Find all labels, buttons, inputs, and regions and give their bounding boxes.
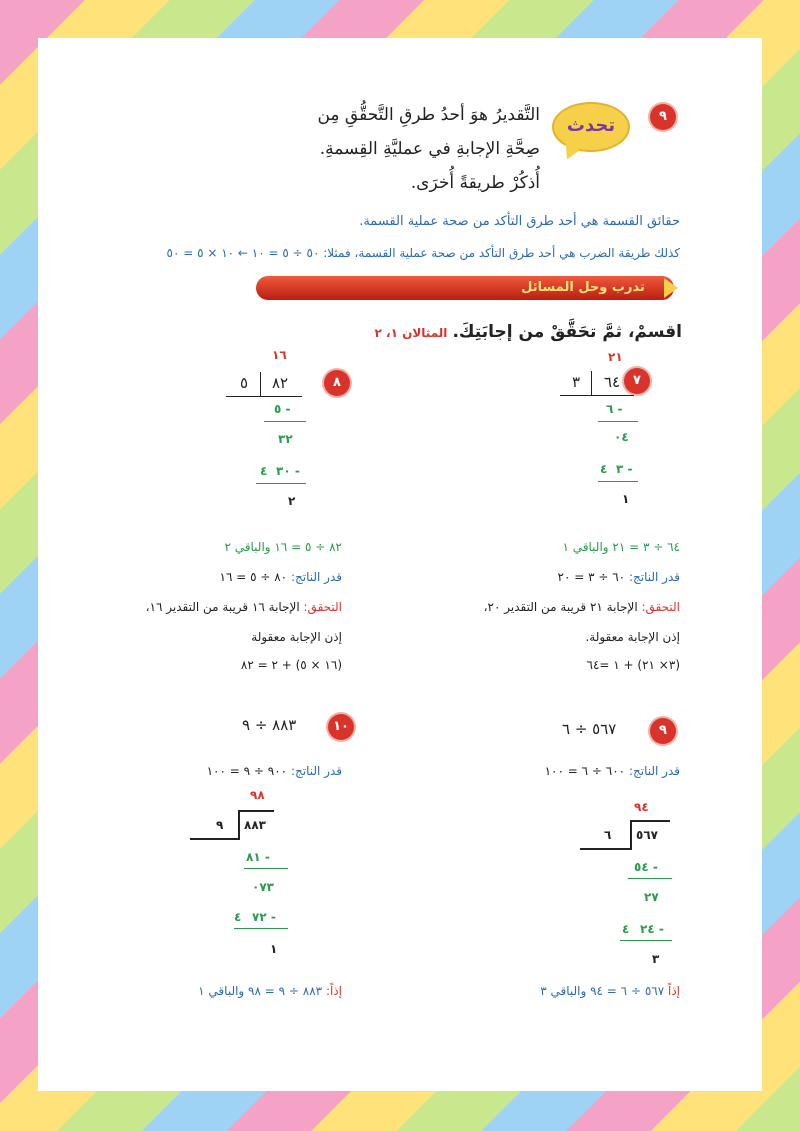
step-line [620, 940, 672, 941]
dividend: ٥٦٧ [636, 828, 658, 842]
talk-bubble-icon [552, 102, 630, 152]
divisor: ٣ [572, 373, 581, 391]
answer-line-1: حقائق القسمة هي أحد طرق التأكد من صحة عملية القسمة. [359, 214, 680, 229]
step-line [244, 868, 288, 869]
step-line [234, 928, 288, 929]
result-line: ٦٤ ÷ ٣ = ٢١ والباقي ١ [562, 540, 680, 554]
worksheet-page [38, 38, 762, 1091]
step: ٣ - [616, 462, 633, 476]
conclusion-text: ٨٨٣ ÷ ٩ = ٩٨ والباقي ١ [198, 984, 323, 998]
estimate-line [220, 570, 342, 584]
check-line-1 [146, 600, 342, 614]
problem-number: ٧ [624, 368, 650, 394]
estimate-line [558, 570, 680, 584]
division-top-bar [630, 820, 670, 822]
check-line-2: إذن الإجابة معقولة. [585, 630, 680, 644]
check-line-2: إذن الإجابة معقولة [251, 630, 342, 644]
remainder: ١ [622, 492, 630, 506]
estimate-value: ٦٠٠ ÷ ٦ = ١٠٠ [544, 764, 626, 778]
step: ٦ - [606, 402, 623, 416]
step: ٢٧ [644, 890, 659, 904]
step-line [628, 878, 672, 879]
step: ٠٤ [614, 430, 629, 444]
estimate-value: ٦٠ ÷ ٣ = ٢٠ [557, 570, 626, 584]
prompt-line-2: صِحَّةِ الإجابةِ في عمليَّةِ القِسمةِ. [319, 139, 540, 159]
question-number: ٩ [650, 104, 676, 130]
remainder: ١ [270, 942, 278, 956]
division-bottom-bar [580, 848, 632, 850]
step-line [264, 421, 306, 422]
dividend: ٨٢ [272, 374, 289, 392]
check-line-3: (٣× ٢١) + ١ =٦٤ [586, 658, 680, 672]
result-line: ٨٢ ÷ ٥ = ١٦ والباقي ٢ [224, 540, 342, 554]
division-bar [560, 395, 634, 396]
instruction-text: اقسمْ، ثمَّ تحَقَّقْ من إجابَتِكَ. [452, 322, 682, 342]
quotient: ٩٤ [634, 800, 649, 814]
step: ٤ [234, 910, 242, 924]
step: ٧٢ - [252, 910, 276, 924]
divisor: ٩ [216, 818, 224, 832]
division-bracket [260, 372, 261, 396]
step: ٥٤ - [634, 860, 658, 874]
problem-expression: ٨٨٣ ÷ ٩ [242, 716, 297, 734]
quotient: ١٦ [272, 348, 287, 362]
divisor: ٦ [604, 828, 612, 842]
estimate-value: ٨٠ ÷ ٥ = ١٦ [219, 570, 288, 584]
estimate-label: قدر الناتج: [290, 570, 342, 584]
dividend: ٨٨٣ [244, 818, 266, 832]
instruction [375, 322, 682, 342]
problem-number: ١٠ [328, 714, 354, 740]
division-bar [226, 396, 302, 397]
prompt-line-3: أُذكُرْ طريقةً أُخرَى. [410, 173, 540, 193]
conclusion-label: إذاً: [325, 984, 342, 998]
check-line-1 [484, 600, 680, 614]
banner-title: تدرب وحل المسائل [521, 280, 645, 295]
conclusion-line [198, 984, 342, 998]
division-bracket [238, 810, 240, 838]
remainder: ٣ [652, 952, 660, 966]
estimate-line [545, 764, 680, 778]
check-text: الإجابة ٢١ قريبة من التقدير ٢٠، [483, 600, 638, 614]
step: ٨١ - [246, 850, 270, 864]
step-line [598, 481, 638, 482]
dividend: ٦٤ [604, 373, 621, 391]
problem-number: ٩ [650, 718, 676, 744]
step: ٤ [260, 464, 268, 478]
quotient: ٢١ [608, 350, 623, 364]
answer-line-2: كذلك طريقة الضرب هي أحد طرق التأكد من صحة عملية القسمة، فمثلا: ٥٠ ÷ ٥ = ١٠ ← ١٠ × ٥ = ٥٠ [166, 246, 680, 260]
division-top-bar [238, 810, 274, 812]
conclusion-label: إذاً [667, 984, 680, 998]
step: ٣٢ [278, 432, 293, 446]
problem-expression: ٥٦٧ ÷ ٦ [562, 720, 617, 738]
problem-number: ٨ [324, 370, 350, 396]
step: ٥ - [274, 402, 291, 416]
estimate-label: قدر الناتج: [290, 764, 342, 778]
check-label: التحقق: [303, 600, 342, 614]
conclusion-text: ٥٦٧ ÷ ٦ = ٩٤ والباقي ٣ [540, 984, 665, 998]
step-line [256, 483, 306, 484]
step: ٣٠ - [276, 464, 300, 478]
division-bracket [591, 371, 592, 395]
conclusion-line [540, 984, 680, 998]
step: ٢٤ - [640, 922, 664, 936]
divisor: ٥ [240, 374, 249, 392]
talk-label: تحدث [566, 115, 616, 136]
step: ٤ [600, 462, 608, 476]
step-line [598, 421, 638, 422]
remainder: ٢ [288, 494, 296, 508]
division-bottom-bar [190, 838, 240, 840]
step: ٤ [622, 922, 630, 936]
estimate-line [207, 764, 342, 778]
example-ref: المثالان ١، ٢ [374, 326, 448, 340]
estimate-label: قدر الناتج: [628, 764, 680, 778]
estimate-label: قدر الناتج: [628, 570, 680, 584]
quotient: ٩٨ [250, 788, 265, 802]
prompt-line-1: التَّقديرُ هوَ أحدُ طرقِ التَّحقُّقِ مِن [317, 105, 540, 125]
check-label: التحقق: [641, 600, 680, 614]
division-bracket [630, 820, 632, 848]
estimate-value: ٩٠٠ ÷ ٩ = ١٠٠ [206, 764, 288, 778]
check-text: الإجابة ١٦ قريبة من التقدير ١٦، [145, 600, 300, 614]
check-line-3: (١٦ × ٥) + ٢ = ٨٢ [240, 658, 342, 672]
step: ٠٧٣ [252, 880, 274, 894]
